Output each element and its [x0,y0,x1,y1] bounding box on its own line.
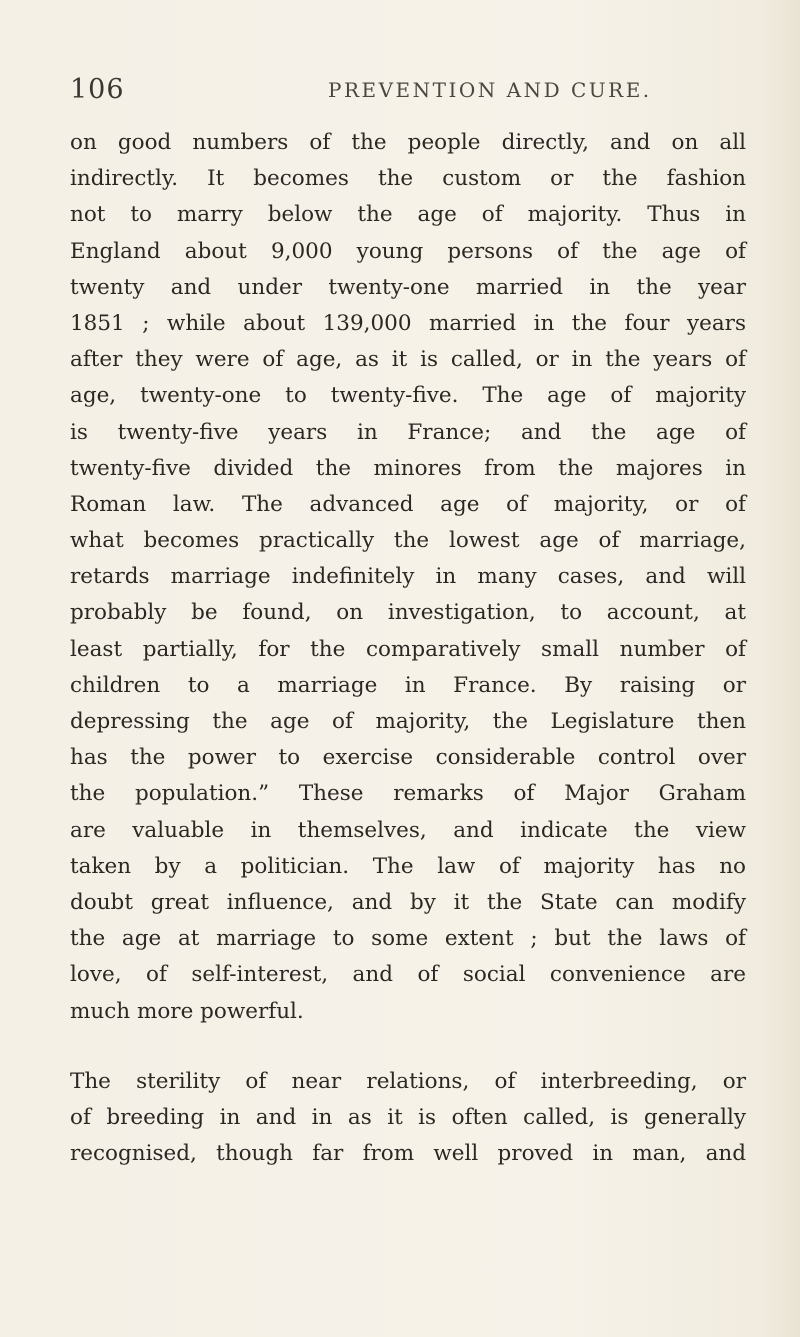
text-line: are valuable in themselves, and indicate the view [70,817,746,843]
text-line: England about 9,000 young persons of the age of [70,238,746,264]
text-line: recognised, though far from well proved in man, and [70,1141,746,1167]
text-line: love, of self-interest, and of social convenience are [70,962,746,988]
running-title: PREVENTION AND CURE. [328,78,652,102]
text-line: of breeding in and in as it is often called, is generally [70,1104,746,1130]
text-line: the age at marriage to some extent ; but the laws of [70,926,746,952]
text-line: The sterility of near relations, of interbreeding, or [70,1068,746,1094]
text-line: 1851 ; while about 139,000 married in the four years [70,310,746,336]
text-line: is twenty-five years in France; and the age of [70,419,746,445]
text-line: twenty-five divided the minores from the majores in [70,455,746,481]
text-line: indirectly. It becomes the custom or the fashion [70,166,746,192]
text-line: has the power to exercise considerable control over [70,745,746,771]
text-line: children to a marriage in France. By raising or [70,672,746,698]
text-line: retards marriage indefinitely in many cases, and will [70,564,746,590]
text-line: what becomes practically the lowest age of marriage, [70,528,746,554]
text-line: the population.” These remarks of Major Graham [70,781,746,807]
text-line: age, twenty-one to twenty-five. The age of majority [70,383,746,409]
text-line: twenty and under twenty-one married in the year [70,274,746,300]
text-line: doubt great influence, and by it the State can modify [70,889,746,915]
text-line: Roman law. The advanced age of majority, or of [70,491,746,517]
text-line: on good numbers of the people directly, and on all [70,130,746,155]
text-line: after they were of age, as it is called, or in the years of [70,347,746,373]
paragraph-2 [70,1064,746,1173]
text-line: much more powerful. [70,998,304,1024]
paragraph-1 [70,125,746,1030]
paragraph-spacer [70,1030,746,1064]
page-number: 106 [70,74,125,105]
text-line: not to marry below the age of majority. Thus in [70,202,746,228]
text-line: least partially, for the comparatively small number of [70,636,746,662]
text-line: probably be found, on investigation, to account, at [70,600,746,626]
body-text [70,125,746,1172]
text-line: depressing the age of majority, the Legislature then [70,709,746,734]
text-line: taken by a politician. The law of majority has no [70,853,746,879]
running-head [70,74,730,104]
